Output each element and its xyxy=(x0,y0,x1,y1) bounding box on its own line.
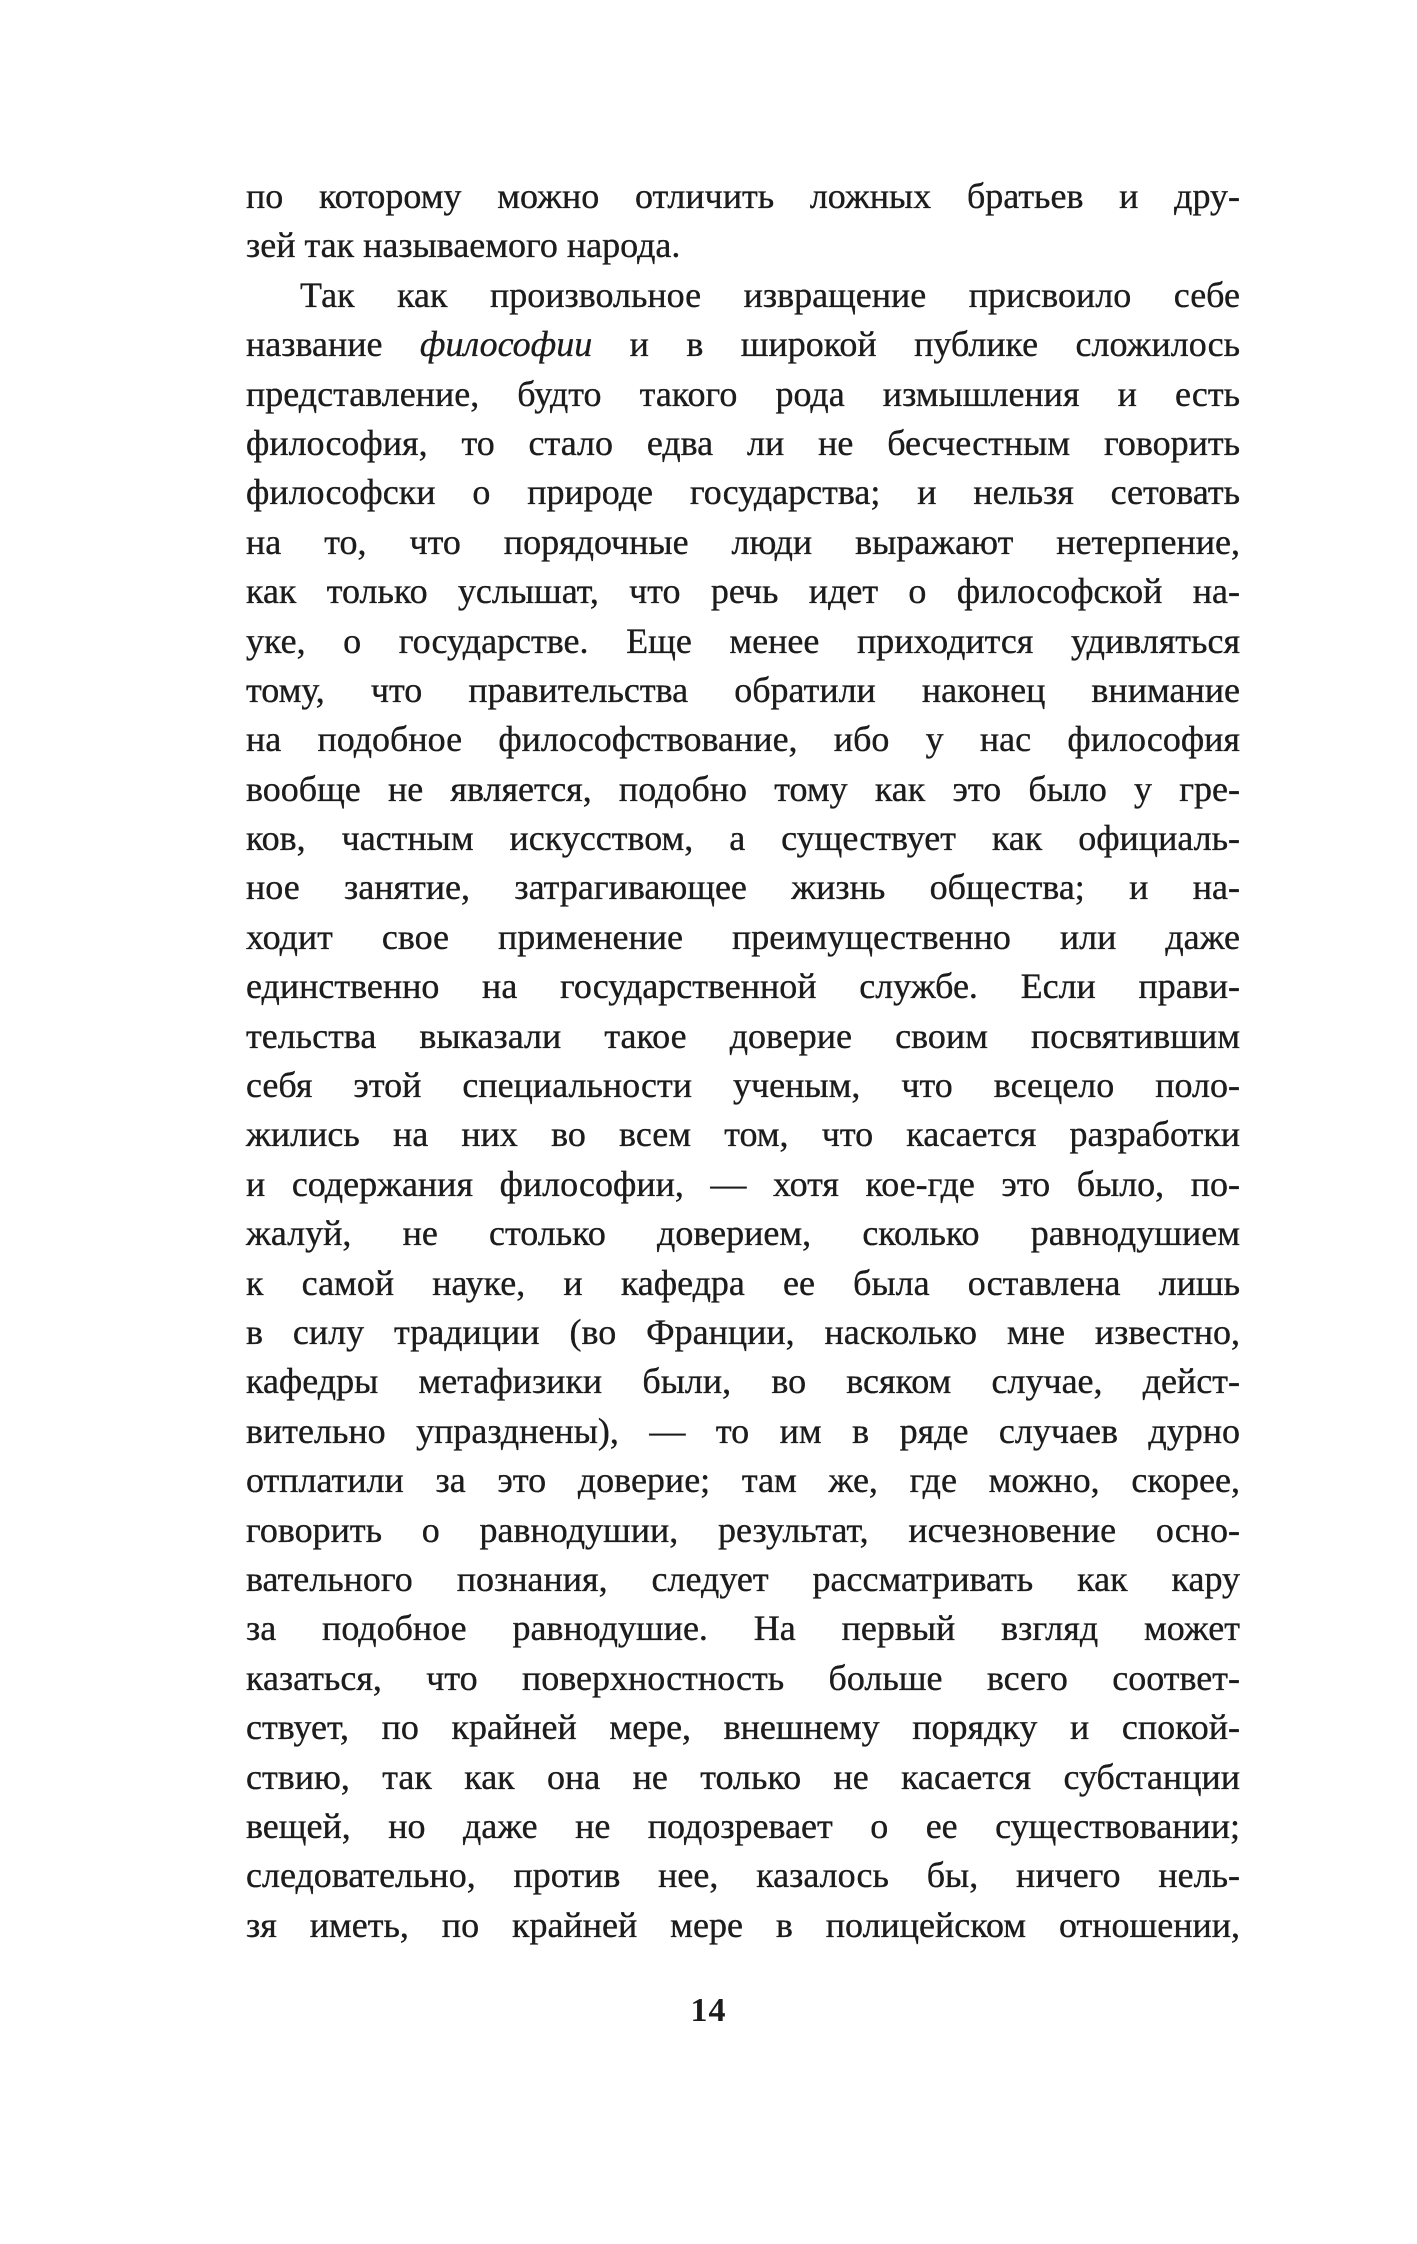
text-line: вообще не является, подобно тому как это было у гре- xyxy=(246,768,1240,809)
body-text xyxy=(246,172,1240,1950)
text-line: казаться, что поверхностность больше всего соответ- xyxy=(246,1657,1240,1698)
text-line: на то, что порядочные люди выражают нетерпение, xyxy=(246,521,1240,562)
text-line: говорить о равнодушии, результат, исчезновение осно- xyxy=(246,1509,1240,1550)
text-line-with-emphasis: название философии и в широкой публике сложилось xyxy=(246,324,1240,365)
emphasized-word: философии xyxy=(419,324,593,365)
text-line: Так как произвольное извращение присвоило себе xyxy=(300,274,1240,315)
text-line: себя этой специальности ученым, что всецело поло- xyxy=(246,1065,1240,1106)
text-line: к самой науке, и кафедра ее была оставлена лишь xyxy=(246,1262,1240,1303)
text-line: тому, что правительства обратили наконец внимание xyxy=(246,669,1240,710)
text-line: философски о природе государства; и нельзя сетовать xyxy=(246,472,1240,513)
text-line: в силу традиции (во Франции, насколько мне известно, xyxy=(246,1311,1240,1352)
text-line: ное занятие, затрагивающее жизнь общества; и на- xyxy=(246,867,1240,908)
text-line: зя иметь, по крайней мере в полицейском отношении, xyxy=(246,1904,1240,1945)
text-line: кафедры метафизики были, во всяком случае, дейст- xyxy=(246,1361,1240,1402)
text-line: следовательно, против нее, казалось бы, ничего нель- xyxy=(246,1855,1240,1896)
text-line: за подобное равнодушие. На первый взгляд может xyxy=(246,1608,1240,1649)
text-line: философия, то стало едва ли не бесчестным говорить xyxy=(246,422,1240,463)
text-line: уке, о государстве. Еще менее приходится удивляться xyxy=(246,620,1240,661)
page-number: 14 xyxy=(690,1992,727,2029)
text-line: и содержания философии, — хотя кое-где это было, по- xyxy=(246,1163,1240,1204)
text-line: ходит свое применение преимущественно или даже xyxy=(246,916,1240,957)
text-line: представление, будто такого рода измышления и есть xyxy=(246,373,1240,414)
text-line: по которому можно отличить ложных братьев и дру- xyxy=(246,176,1240,216)
text-line: как только услышат, что речь идет о философской на- xyxy=(246,571,1240,612)
text-line: тельства выказали такое доверие своим посвятившим xyxy=(246,1015,1240,1056)
text-line: зей так называемого народа. xyxy=(246,225,681,266)
text-line: вещей, но даже не подозревает о ее существовании; xyxy=(246,1805,1240,1846)
text-line: ствует, по крайней мере, внешнему порядку и спокой- xyxy=(246,1707,1240,1748)
text-line: единственно на государственной службе. Если прави- xyxy=(246,966,1240,1007)
text-line: отплатили за это доверие; там же, где можно, скорее, xyxy=(246,1460,1240,1501)
text-line: на подобное философствование, ибо у нас философия xyxy=(246,719,1240,760)
text-line: вительно упразднены), — то им в ряде случаев дурно xyxy=(246,1410,1240,1451)
text-line: ствию, так как она не только не касается субстанции xyxy=(246,1756,1240,1797)
text-line: вательного познания, следует рассматривать как кару xyxy=(246,1558,1240,1599)
text-line: жалуй, не столько доверием, сколько равнодушием xyxy=(246,1213,1240,1254)
text-line: жились на них во всем том, что касается разработки xyxy=(246,1114,1240,1155)
text-line: ков, частным искусством, а существует как официаль- xyxy=(246,818,1240,859)
